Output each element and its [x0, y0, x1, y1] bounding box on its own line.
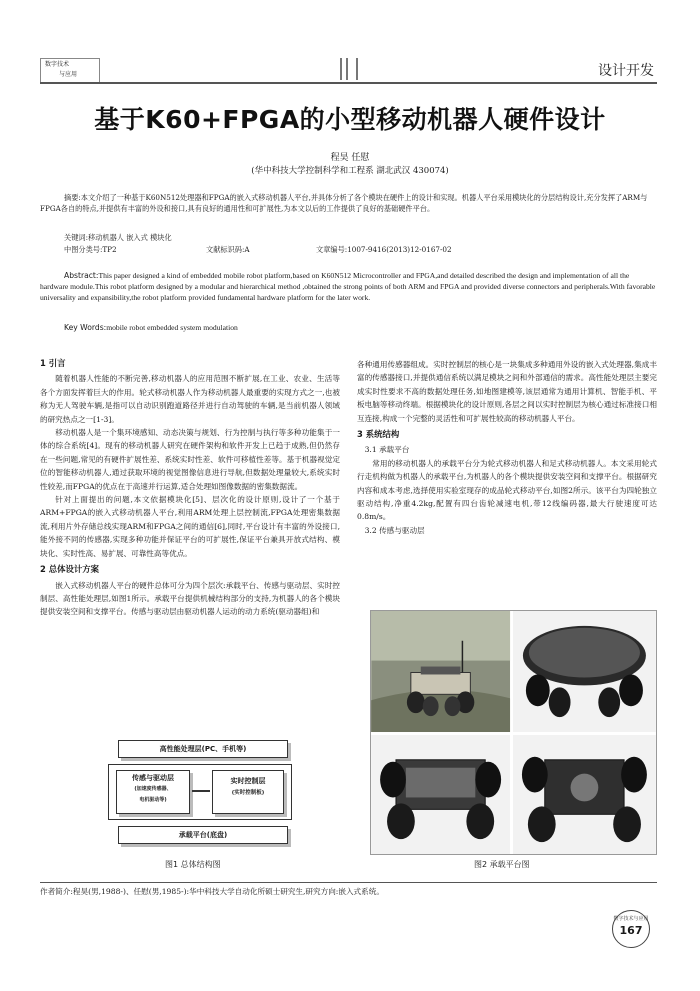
section-2-para-1: 嵌入式移动机器人平台的硬件总体可分为四个层次:承载平台、传感与驱动层、实时控制层、高性能处理层,如图1所示。承载平台提供机械结构部分的支持,为机器人的各个模块提供安装空间和支撑平台。传感与驱动层由驱动机器人运动的动力系统(驱动器组)和 — [40, 580, 340, 617]
section-tag: 设计开发 — [598, 63, 654, 79]
section-1-para-3: 针对上面提出的问题,本文依据模块化[5]、层次化的设计原则,设计了一个基于ARM+FPGA的嵌入式移动机器人平台,利用ARM处理上层控制流,FPGA处理密集数据流,利用片外存储总线实现ARM和FPGA之间的通信[6],同时,平台设计有丰富的外设接口,能外接不同的传感器,实现多种功能并保证平台的可扩展性,保证平台兼具开放式结构、模块化、实时性高、易扩展、可靠性高等优点。 — [40, 495, 340, 558]
connector — [192, 790, 210, 792]
logo-line2: 与应用 — [59, 71, 78, 78]
keywords-cn-label: 关键词: — [64, 233, 88, 242]
sensing-line2: 电机驱动等) — [139, 797, 167, 803]
abstract-en-text: This paper designed a kind of embedded mobile robot platform,based on K60N512 Microcontroller and FPGA,and detailed described the design and implementation of all the hardware module.This robot platform designed by a modular and hierarchical method ,obtained the strong points of both ARM and FPGA and provided diverse connectors and peripherals.With favorable universality and expansibility,the robot platform provided fundamental hardware platform for the later work. — [40, 271, 656, 302]
figure-1-diagram — [108, 738, 298, 852]
section-3-title: 3 系统结构 — [357, 429, 400, 440]
layer-realtime-control — [212, 770, 284, 814]
realtime-line1: (实时控制板) — [231, 790, 265, 796]
layer-chassis: 承载平台(底盘) — [118, 826, 288, 844]
section-2-title: 2 总体设计方案 — [40, 564, 99, 575]
abstract-en — [40, 270, 657, 303]
article-value: 1007-9416(2013)12-0167-02 — [347, 245, 452, 254]
author-note: 作者简介:程昊(男,1988-)、任慰(男,1985-):华中科技大学自动化所硕士研究生,研究方向:嵌入式系统。 — [40, 887, 384, 896]
article-label: 文章编号: — [316, 245, 348, 254]
section-3-2-title: 3.2 传感与驱动层 — [364, 525, 425, 535]
seal-text: 数字技术与应用 — [613, 916, 649, 922]
realtime-title: 实时控制层 — [230, 777, 266, 785]
section-3-1-title: 3.1 承载平台 — [364, 445, 410, 455]
paper-title: 基于K60+FPGA的小型移动机器人硬件设计 — [94, 105, 606, 134]
figure-1-caption: 图1 总体结构图 — [165, 860, 221, 869]
authors: 程昊 任慰 — [330, 153, 370, 163]
abstract-en-label: Abstract: — [64, 271, 99, 280]
keywords-en-text: mobile robot embedded system modulation — [106, 323, 238, 332]
abstract-cn-text: 本文介绍了一种基于K60N512处理器和FPGA的嵌入式移动机器人平台,并具体分析了各个模块在硬件上的设计和实现。机器人平台采用模块化的分层结构设计,充分发挥了ARM与FPGA各自的特点,并提供有丰富的外设和接口,具有良好的通用性和可扩展性,为本文以后的工作提供了良好的基础硬件平台。 — [40, 193, 648, 213]
doc-code — [206, 245, 250, 255]
layer-sensing-driving — [116, 770, 190, 814]
section-1-title: 1 引言 — [40, 358, 66, 368]
clc-label: 中图分类号: — [64, 245, 103, 254]
clc-number — [64, 245, 117, 255]
figure-2-caption: 图2 承载平台图 — [474, 860, 530, 869]
page-number: 167 — [619, 924, 643, 937]
figure-2-photo — [370, 610, 657, 855]
section-1-para-1: 随着机器人性能的不断完善,移动机器人的应用范围不断扩展,在工业、农业、生活等各个方面发挥着巨大的作用。轮式移动机器人作为移动机器人最重要的实现方式之一,也被称为无人驾驶车辆,是指可以自动识别跑道路径并进行自动驾驶的车辆,是当前机器人领域的研究热点之一[1-3]。 — [40, 374, 340, 424]
header-bars — [340, 58, 360, 80]
affiliation: (华中科技大学控制科学和工程系 湖北武汉 430074) — [251, 166, 449, 176]
footer-rule — [40, 882, 657, 883]
sensing-title: 传感与驱动层 — [132, 774, 174, 782]
clc-value: TP2 — [102, 245, 117, 254]
sensing-line1: (加速度传感器、 — [134, 786, 172, 792]
keywords-cn — [40, 232, 657, 243]
abstract-cn — [40, 192, 657, 214]
abstract-cn-label: 摘要: — [64, 193, 81, 202]
article-number — [316, 245, 452, 255]
keywords-en — [40, 322, 657, 333]
section-1-para-2: 移动机器人是一个集环境感知、动态决策与规划、行为控制与执行等多种功能集于一体的综合系统[4]。现有的移动机器人研究在硬件架构和软件开发上已趋于成熟,但仍然存在一些问题,常见的有硬件扩展性差、系统实时性差、软件可移植性差等。基于机器视觉定位的智能移动机器人,通过获取环境的视觉图像信息进行导航,但数据处理量较大,系统实时性较差,而FPGA的优点在于高速并行运算,适合处理如图像数据的密集数据流。 — [40, 428, 340, 491]
right-column — [357, 358, 657, 537]
section-3-1-para: 常用的移动机器人的承载平台分为轮式移动机器人和足式移动机器人。本文采用轮式行走机构做为机器人的承载平台,为机器人的各个模块提供安装空间和支撑平台。根据研究内容和成本考虑,选择使用实验室现存的成品轮式移动平台,如图2所示。该平台为四轮独立驱动结构,净重4.2kg,配置有四台齿轮减速电机,带12线编码器,最大行驶速度可达0.8m/s。 — [357, 458, 657, 522]
layer-high-performance: 高性能处理层(PC、手机等) — [118, 740, 288, 758]
logo-line1: 数字技术 — [45, 61, 70, 68]
keywords-cn-text: 移动机器人 嵌入式 模块化 — [88, 233, 172, 242]
page-number-seal — [612, 910, 650, 948]
doc-value: A — [244, 245, 250, 254]
doc-label: 文献标识码: — [206, 245, 245, 254]
journal-logo — [40, 58, 100, 84]
keywords-en-label: Key Words: — [64, 323, 107, 332]
left-column — [40, 354, 340, 619]
header-rule — [40, 82, 657, 84]
right-para-1: 各种通用传感器组成。实时控制层的核心是一块集成多种通用外设的嵌入式处理器,集成丰富的传感器接口,并提供通信系统以满足模块之间和外部通信的需求。高性能处理层主要完成实时性要求不高的数据处理任务,如地图建模等,该层通常为通用计算机、智能手机、平板电脑等移动终端。根据模块化的设计原则,各层之间以实时控制层为核心通过标准接口相互连接,构成一个完整的灵活性和可扩展性较高的移动机器人平台。 — [357, 360, 657, 423]
